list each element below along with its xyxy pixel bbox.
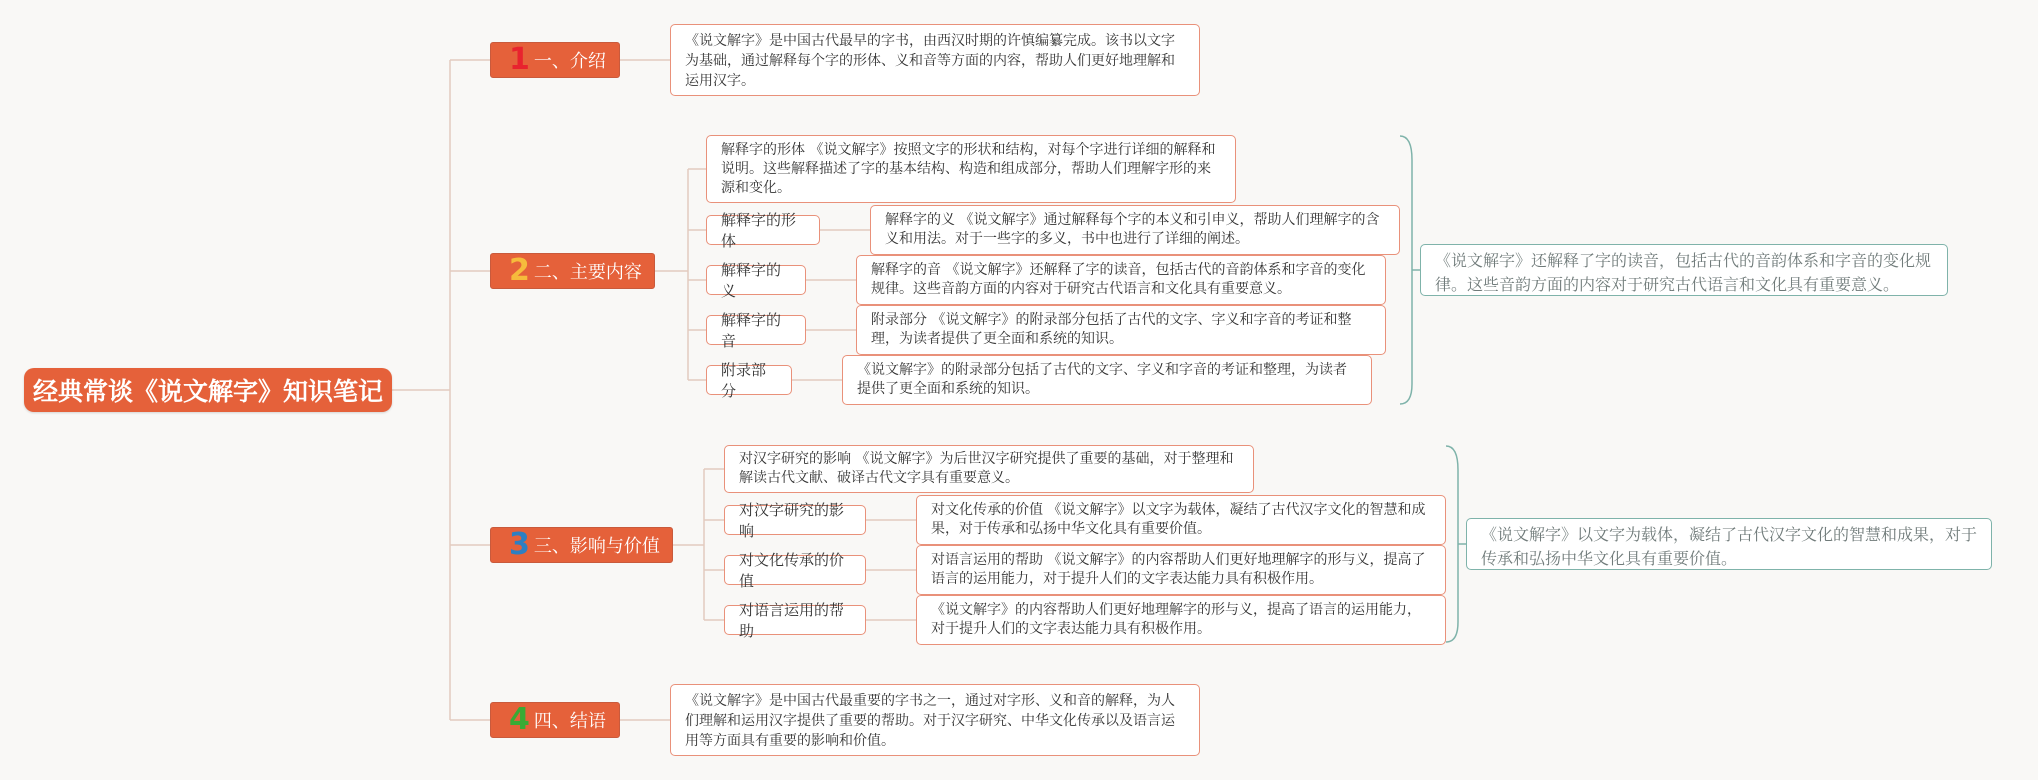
sub-topic-detail-text: 对文化传承的价值 《说文解字》以文字为载体，凝结了古代汉字文化的智慧和成果，对于传承和弘扬中华文化具有重要价值。 <box>931 502 1426 537</box>
summary-text: 《说文解字》还解释了字的读音，包括古代的音韵体系和字音的变化规律。这些音韵方面的内容对于研究古代语言和文化具有重要意义。 <box>1435 251 1932 294</box>
branch-label: 一、介绍 <box>533 51 606 72</box>
branch-main-content[interactable] <box>490 253 655 289</box>
summary-box[interactable] <box>1420 244 1948 296</box>
branch-intro[interactable] <box>490 42 620 78</box>
sub-topic-detail-box[interactable] <box>916 495 1446 545</box>
sub-topic-detail-box[interactable] <box>870 205 1400 255</box>
root-title: 经典常谈《说文解字》知识笔记 <box>32 377 383 406</box>
sub-topic-label: 附录部分 <box>721 361 767 400</box>
impact-intro-box[interactable] <box>724 445 1254 493</box>
root-topic[interactable] <box>24 368 392 412</box>
sub-topic-meaning[interactable] <box>706 261 806 300</box>
sub-topic-detail-box[interactable] <box>916 545 1446 595</box>
sub-topic-label: 解释字的音 <box>721 311 782 350</box>
conclusion-text-box[interactable] <box>670 684 1200 756</box>
sub-topic-form[interactable] <box>706 211 820 250</box>
sub-topic-detail-text: 解释字的义 《说文解字》通过解释每个字的本义和引申义，帮助人们理解字的含义和用法。对于一些字的多义，书中也进行了详细的阐述。 <box>885 212 1380 247</box>
intro-text: 《说文解字》是中国古代最早的字书，由西汉时期的许慎编纂完成。该书以文字为基础，通过解释每个字的形体、义和音等方面的内容，帮助人们更好地理解和运用汉字。 <box>685 33 1175 89</box>
branch-label: 四、结语 <box>533 711 606 732</box>
sub-topic-language-help[interactable] <box>724 601 866 640</box>
branch-number: 4 <box>509 702 530 737</box>
sub-topic-detail-box[interactable] <box>856 305 1386 355</box>
sub-topic-detail-text: 《说文解字》的内容帮助人们更好地理解字的形与义，提高了语言的运用能力，对于提升人们的文字表达能力具有积极作用。 <box>931 602 1421 637</box>
branch-impact-value[interactable] <box>490 527 673 563</box>
sub-topic-sound[interactable] <box>706 311 806 350</box>
impact-intro-text: 对汉字研究的影响 《说文解字》为后世汉字研究提供了重要的基础，对于整理和解读古代文献、破译古代文字具有重要意义。 <box>739 451 1234 486</box>
sub-topic-detail-text: 解释字的音 《说文解字》还解释了字的读音，包括古代的音韵体系和字音的变化规律。这些音韵方面的内容对于研究古代语言和文化具有重要意义。 <box>871 262 1366 297</box>
sub-topic-detail-box[interactable] <box>916 595 1446 645</box>
summary-box[interactable] <box>1466 518 1992 570</box>
sub-topic-culture-value[interactable] <box>724 551 866 590</box>
sub-topic-detail-text: 附录部分 《说文解字》的附录部分包括了古代的文字、字义和字音的考证和整理，为读者提供了更全面和系统的知识。 <box>871 312 1352 347</box>
sub-topic-label: 解释字的形体 <box>721 211 797 250</box>
main-content-intro-box[interactable] <box>706 135 1236 203</box>
sub-topic-detail-box[interactable] <box>842 355 1372 405</box>
sub-topic-appendix[interactable] <box>706 361 792 400</box>
sub-topic-research-impact[interactable] <box>724 501 866 540</box>
summary-text: 《说文解字》以文字为载体，凝结了古代汉字文化的智慧和成果，对于传承和弘扬中华文化具有重要价值。 <box>1481 525 1978 568</box>
branch-label: 二、主要内容 <box>533 262 642 283</box>
sub-topic-label: 对语言运用的帮助 <box>739 601 845 640</box>
sub-topic-label: 对汉字研究的影响 <box>739 501 845 540</box>
branch-number: 3 <box>509 527 530 562</box>
conclusion-text: 《说文解字》是中国古代最重要的字书之一，通过对字形、义和音的解释，为人们理解和运用汉字提供了重要的帮助。对于汉字研究、中华文化传承以及语言运用等方面具有重要的影响和价值。 <box>685 693 1175 749</box>
sub-topic-detail-text: 对语言运用的帮助 《说文解字》的内容帮助人们更好地理解字的形与义，提高了语言的运用能力，对于提升人们的文字表达能力具有积极作用。 <box>931 552 1426 587</box>
main-content-intro-text: 解释字的形体 《说文解字》按照文字的形状和结构，对每个字进行详细的解释和说明。这些解释描述了字的基本结构、构造和组成部分，帮助人们理解字形的来源和变化。 <box>721 142 1216 196</box>
sub-topic-label: 对文化传承的价值 <box>739 551 845 590</box>
sub-topic-detail-box[interactable] <box>856 255 1386 305</box>
branch-conclusion[interactable] <box>490 702 620 738</box>
branch-label: 三、影响与价值 <box>533 536 660 557</box>
sub-topic-detail-text: 《说文解字》的附录部分包括了古代的文字、字义和字音的考证和整理，为读者提供了更全面和系统的知识。 <box>857 362 1347 397</box>
branch-number: 2 <box>509 253 530 288</box>
branch-number: 1 <box>509 42 530 77</box>
sub-topic-label: 解释字的义 <box>721 261 782 300</box>
intro-text-box[interactable] <box>670 24 1200 96</box>
